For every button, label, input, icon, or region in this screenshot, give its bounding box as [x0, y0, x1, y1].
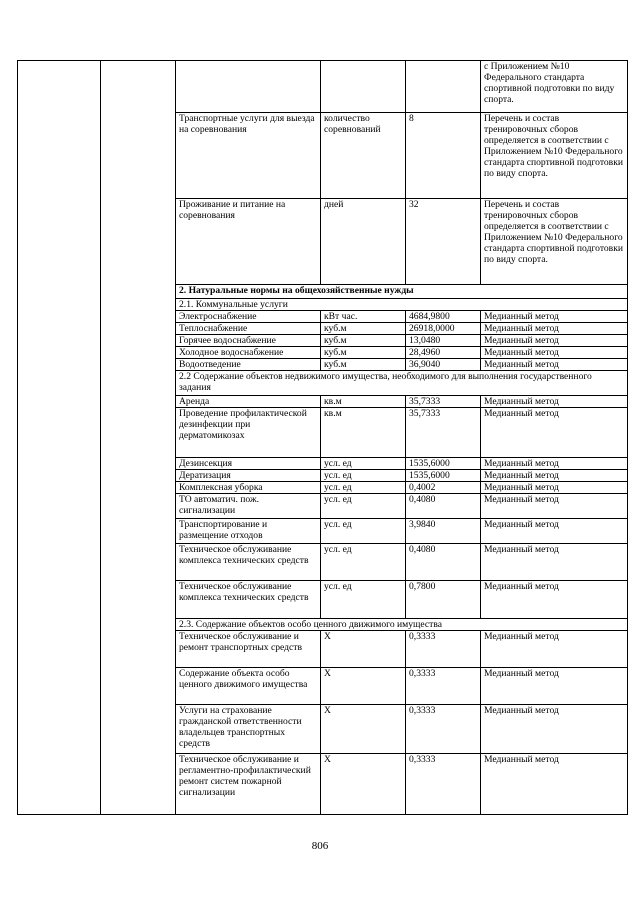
value-cell: 26918,0000 [406, 323, 481, 335]
method-cell: Перечень и состав тренировочных сборов определяется в соответствии с Приложением №10 Федерального стандарта спортивной подготовки по виду спорта. [481, 199, 628, 285]
unit-cell: Х [321, 630, 406, 667]
table-row [18, 61, 628, 113]
method-cell: Медианный метод [481, 323, 628, 335]
unit-cell: Х [321, 667, 406, 704]
page-number: 806 [311, 840, 329, 852]
method-cell: Медианный метод [481, 518, 628, 543]
value-cell [406, 61, 481, 113]
method-cell: Медианный метод [481, 667, 628, 704]
unit-cell: усл. ед [321, 457, 406, 469]
norm-name-cell: Водоотведение [176, 359, 321, 371]
section-heading: 2. Натуральные нормы на общехозяйственные нужды [176, 285, 628, 299]
value-cell: 1535,6000 [406, 469, 481, 481]
norm-name-cell: Проведение профилактической дезинфекции при дерматомикозах [176, 408, 321, 457]
value-cell: 0,4080 [406, 543, 481, 580]
value-cell: 0,3333 [406, 704, 481, 753]
value-cell: 13,0480 [406, 335, 481, 347]
norm-name-cell: Техническое обслуживание комплекса технических средств [176, 580, 321, 618]
number-cell [18, 61, 101, 815]
unit-cell: усл. ед [321, 518, 406, 543]
unit-cell: усл. ед [321, 469, 406, 481]
value-cell: 3,9840 [406, 518, 481, 543]
unit-cell: кВт час. [321, 311, 406, 323]
value-cell: 0,3333 [406, 630, 481, 667]
unit-cell [321, 61, 406, 113]
norm-name-cell: Холодное водоснабжение [176, 347, 321, 359]
norm-name-cell: Горячее водоснабжение [176, 335, 321, 347]
value-cell: 35,7333 [406, 396, 481, 408]
value-cell: 32 [406, 199, 481, 285]
norm-name-cell: Комплексная уборка [176, 481, 321, 493]
value-cell: 4684,9800 [406, 311, 481, 323]
method-cell: Перечень и состав тренировочных сборов определяется в соответствии с Приложением №10 Федерального стандарта спортивной подготовки по виду спорта. [481, 113, 628, 199]
norm-name-cell: Транспортные услуги для выезда на соревнования [176, 113, 321, 199]
value-cell: 36,9040 [406, 359, 481, 371]
unit-cell: дней [321, 199, 406, 285]
method-cell: Медианный метод [481, 335, 628, 347]
unit-cell: усл. ед [321, 580, 406, 618]
unit-cell: куб.м [321, 347, 406, 359]
norm-name-cell: ТО автоматич. пож. сигнализации [176, 493, 321, 518]
value-cell: 35,7333 [406, 408, 481, 457]
method-cell: Медианный метод [481, 469, 628, 481]
method-cell: Медианный метод [481, 704, 628, 753]
norm-name-cell [176, 61, 321, 113]
unit-cell: количество соревнований [321, 113, 406, 199]
norms-table [17, 60, 628, 815]
method-cell: Медианный метод [481, 630, 628, 667]
method-cell: Медианный метод [481, 347, 628, 359]
method-cell: с Приложением №10 Федерального стандарта спортивной подготовки по виду спорта. [481, 61, 628, 113]
subsection-heading: 2.2 Содержание объектов недвижимого имущества, необходимого для выполнения государственного задания [176, 371, 628, 396]
value-cell: 0,4080 [406, 493, 481, 518]
norm-name-cell: Дезинсекция [176, 457, 321, 469]
unit-cell: усл. ед [321, 481, 406, 493]
value-cell: 0,3333 [406, 753, 481, 814]
norm-name-cell: Теплоснабжение [176, 323, 321, 335]
method-cell: Медианный метод [481, 396, 628, 408]
value-cell: 0,7800 [406, 580, 481, 618]
method-cell: Медианный метод [481, 493, 628, 518]
norm-name-cell: Электроснабжение [176, 311, 321, 323]
unit-cell: усл. ед [321, 543, 406, 580]
method-cell: Медианный метод [481, 543, 628, 580]
norm-name-cell: Техническое обслуживание и регламентно-профилактический ремонт систем пожарной сигнализации [176, 753, 321, 814]
norm-name-cell: Содержание объекта особо ценного движимого имущества [176, 667, 321, 704]
value-cell: 0,4002 [406, 481, 481, 493]
value-cell: 0,3333 [406, 667, 481, 704]
code-cell [101, 61, 176, 815]
value-cell: 1535,6000 [406, 457, 481, 469]
norm-name-cell: Техническое обслуживание комплекса технических средств [176, 543, 321, 580]
unit-cell: Х [321, 753, 406, 814]
norm-name-cell: Техническое обслуживание и ремонт транспортных средств [176, 630, 321, 667]
unit-cell: кв.м [321, 408, 406, 457]
method-cell: Медианный метод [481, 457, 628, 469]
method-cell: Медианный метод [481, 408, 628, 457]
norm-name-cell: Проживание и питание на соревнования [176, 199, 321, 285]
unit-cell: куб.м [321, 323, 406, 335]
method-cell: Медианный метод [481, 481, 628, 493]
unit-cell: кв.м [321, 396, 406, 408]
method-cell: Медианный метод [481, 753, 628, 814]
subsection-heading: 2.3. Содержание объектов особо ценного движимого имущества [176, 618, 628, 630]
method-cell: Медианный метод [481, 311, 628, 323]
unit-cell: куб.м [321, 359, 406, 371]
unit-cell: куб.м [321, 335, 406, 347]
norm-name-cell: Транспортирование и размещение отходов [176, 518, 321, 543]
value-cell: 8 [406, 113, 481, 199]
method-cell: Медианный метод [481, 359, 628, 371]
value-cell: 28,4960 [406, 347, 481, 359]
method-cell: Медианный метод [481, 580, 628, 618]
norm-name-cell: Дератизация [176, 469, 321, 481]
subsection-heading: 2.1. Коммунальные услуги [176, 299, 628, 311]
norm-name-cell: Услуги на страхование гражданской ответственности владельцев транспортных средств [176, 704, 321, 753]
table-body [18, 61, 628, 815]
norm-name-cell: Аренда [176, 396, 321, 408]
unit-cell: усл. ед [321, 493, 406, 518]
unit-cell: Х [321, 704, 406, 753]
